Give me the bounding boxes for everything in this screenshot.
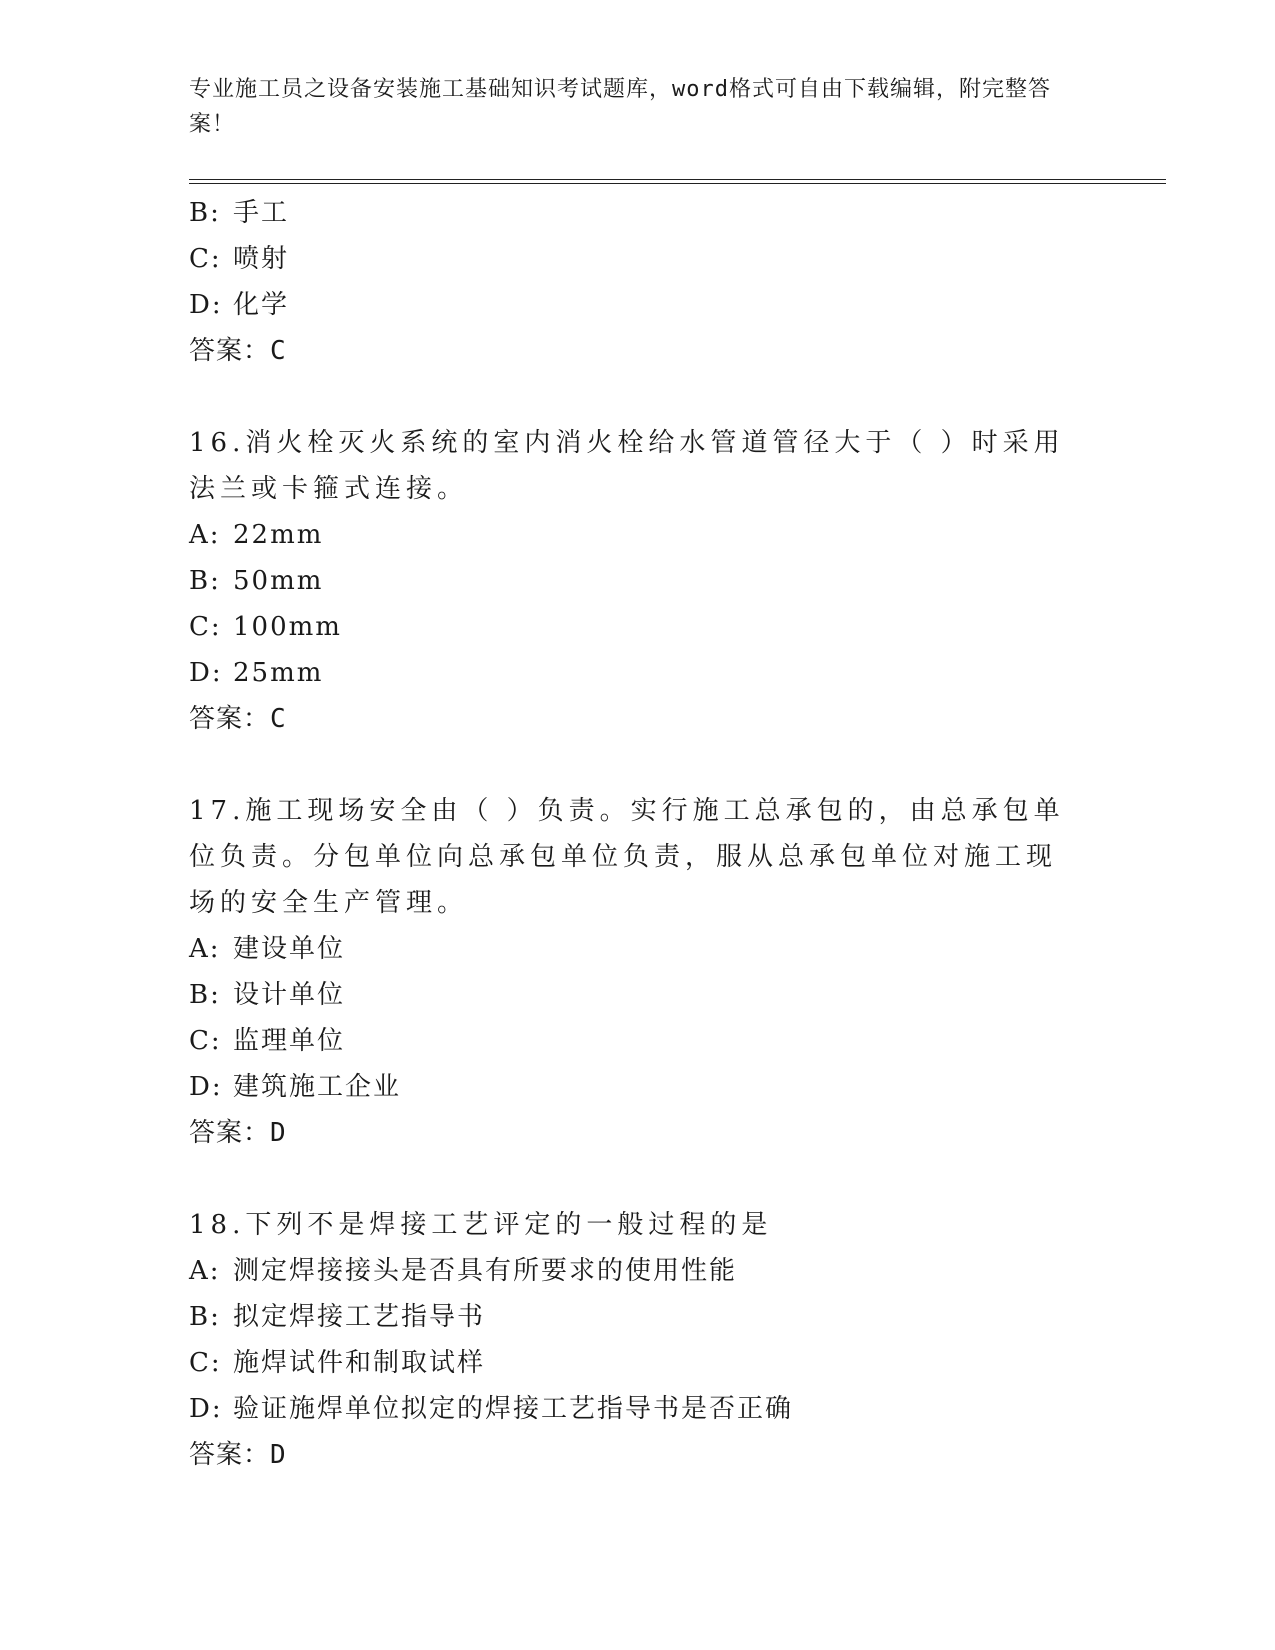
answer-label: 答案： [189, 336, 271, 366]
option-label: D: [189, 290, 223, 320]
option-label: A: [189, 934, 221, 964]
question-block-18 [189, 1202, 1089, 1478]
option-label: C: [189, 244, 222, 274]
option-text: 设计单位 [233, 980, 346, 1010]
option-label: A: [189, 1256, 221, 1286]
option-label: A: [189, 520, 221, 550]
option-label: D: [189, 1394, 223, 1424]
answer-label: 答案： [189, 704, 271, 734]
answer-line [189, 1432, 1089, 1478]
answer-line [189, 1110, 1089, 1156]
question-block-17 [189, 788, 1089, 1156]
question-list [189, 190, 1089, 1478]
option-text: 化学 [233, 290, 290, 320]
option-d [189, 1386, 1089, 1432]
option-text: 建设单位 [233, 934, 346, 964]
option-c [189, 1340, 1089, 1386]
option-c [189, 604, 1089, 650]
option-text: 喷射 [233, 244, 290, 274]
answer-value: D [270, 1440, 287, 1470]
question-stem: 17.施工现场安全由（ ）负责。实行施工总承包的，由总承包单位负责。分包单位向总承包单位负责，服从总承包单位对施工现场的安全生产管理。 [189, 796, 1065, 918]
header-rule-bottom [189, 183, 1166, 184]
option-text: 测定焊接接头是否具有所要求的使用性能 [233, 1256, 738, 1286]
question-stem: 18.下列不是焊接工艺评定的一般过程的是 [189, 1210, 773, 1240]
option-b [189, 190, 1089, 236]
answer-line [189, 696, 1089, 742]
option-d [189, 1064, 1089, 1110]
option-text: 验证施焊单位拟定的焊接工艺指导书是否正确 [233, 1394, 794, 1424]
option-text: 监理单位 [233, 1026, 346, 1056]
answer-label: 答案： [189, 1440, 271, 1470]
option-label: D: [189, 658, 223, 688]
option-text: 拟定焊接工艺指导书 [233, 1302, 486, 1332]
answer-value: D [270, 1118, 287, 1148]
option-label: D: [189, 1072, 223, 1102]
option-b [189, 558, 1089, 604]
option-text: 22mm [233, 520, 324, 550]
option-label: C: [189, 612, 222, 642]
option-c [189, 236, 1089, 282]
option-label: B: [189, 566, 221, 596]
option-a [189, 926, 1089, 972]
option-text: 100mm [233, 612, 342, 642]
option-text: 施焊试件和制取试样 [233, 1348, 486, 1378]
option-b [189, 1294, 1089, 1340]
option-label: C: [189, 1026, 222, 1056]
option-d [189, 282, 1089, 328]
option-text: 手工 [233, 198, 290, 228]
question-stem: 16.消火栓灭火系统的室内消火栓给水管道管径大于（ ）时采用法兰或卡箍式连接。 [189, 428, 1065, 504]
header-rule-top [189, 179, 1166, 180]
option-a [189, 1248, 1089, 1294]
option-label: B: [189, 980, 221, 1010]
answer-line [189, 328, 1089, 374]
option-text: 50mm [233, 566, 324, 596]
option-a [189, 512, 1089, 558]
answer-label: 答案： [189, 1118, 271, 1148]
question-block-partial [189, 190, 1089, 374]
option-c [189, 1018, 1089, 1064]
answer-value: C [270, 704, 287, 734]
option-b [189, 972, 1089, 1018]
document-header: 专业施工员之设备安装施工基础知识考试题库，word格式可自由下载编辑，附完整答案！ [189, 77, 1051, 137]
option-text: 建筑施工企业 [233, 1072, 402, 1102]
option-label: C: [189, 1348, 222, 1378]
answer-value: C [270, 336, 287, 366]
question-block-16 [189, 420, 1089, 742]
option-label: B: [189, 1302, 221, 1332]
option-d [189, 650, 1089, 696]
option-label: B: [189, 198, 221, 228]
option-text: 25mm [233, 658, 324, 688]
